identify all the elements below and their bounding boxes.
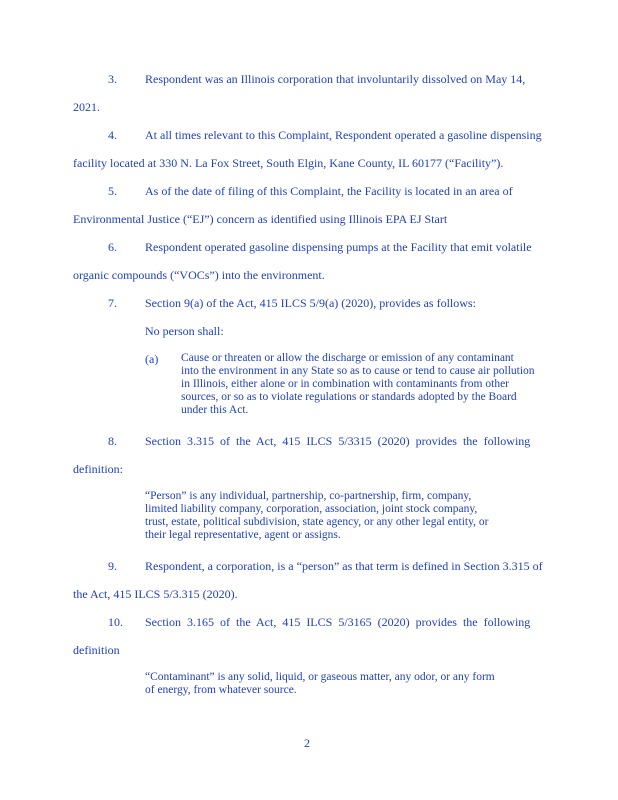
- paragraph-text: definition: [73, 643, 120, 657]
- paragraph-number: 7.: [108, 296, 117, 310]
- paragraph-number: 5.: [108, 184, 117, 198]
- paragraph-text: Respondent was an Illinois corporation that involuntarily dissolved on May 14,: [145, 72, 526, 86]
- paragraph-number: 8.: [108, 434, 117, 448]
- paragraph-text: Section 9(a) of the Act, 415 ILCS 5/9(a) (2020), provides as follows:: [145, 296, 476, 310]
- paragraph-number: 6.: [108, 240, 117, 254]
- quote-line: in Illinois, either alone or in combination with contaminants from other: [181, 378, 509, 390]
- statute-quote: [181, 352, 535, 417]
- quote-line: Cause or threaten or allow the discharge or emission of any contaminant: [181, 352, 514, 364]
- no-person-heading: No person shall:: [145, 324, 224, 338]
- quote-line: “Person” is any individual, partnership, co-partnership, firm, company,: [145, 490, 472, 502]
- person-definition: [145, 490, 488, 542]
- paragraph-text: Respondent, a corporation, is a “person” as that term is defined in Section 3.315 of: [145, 559, 543, 573]
- paragraph-text: definition:: [73, 462, 123, 476]
- contaminant-definition: [145, 671, 495, 697]
- paragraph-text: the Act, 415 ILCS 5/3.315 (2020).: [73, 587, 238, 601]
- quote-line: sources, or so as to violate regulations or standards adopted by the Board: [181, 391, 517, 403]
- quote-line: “Contaminant” is any solid, liquid, or gaseous matter, any odor, or any form: [145, 671, 495, 683]
- quote-line: limited liability company, corporation, association, joint stock company,: [145, 503, 478, 515]
- quote-line: of energy, from whatever source.: [145, 684, 297, 696]
- paragraph-text: organic compounds (“VOCs”) into the environment.: [73, 268, 325, 282]
- paragraph-text: Environmental Justice (“EJ”) concern as identified using Illinois EPA EJ Start: [73, 212, 448, 226]
- paragraph-text: Section 3.315 of the Act, 415 ILCS 5/3315 (2020) provides the following: [145, 434, 531, 448]
- paragraph-number: 9.: [108, 559, 117, 573]
- quote-line: trust, estate, political subdivision, state agency, or any other legal entity, or: [145, 516, 489, 528]
- quote-line: into the environment in any State so as to cause or tend to cause air pollution: [181, 365, 535, 377]
- paragraph-text: At all times relevant to this Complaint, Respondent operated a gasoline dispensing: [145, 128, 542, 142]
- paragraph-text: As of the date of filing of this Complaint, the Facility is located in an area of: [145, 184, 513, 198]
- paragraph-text: Respondent operated gasoline dispensing pumps at the Facility that emit volatile: [145, 240, 532, 254]
- paragraph-text: Section 3.165 of the Act, 415 ILCS 5/3165 (2020) provides the following: [145, 615, 531, 629]
- paragraph-number: 10.: [108, 615, 123, 629]
- paragraph-text: facility located at 330 N. La Fox Street, South Elgin, Kane County, IL 60177 (“Facility”).: [73, 156, 504, 170]
- paragraph-text: 2021.: [73, 100, 100, 114]
- paragraph-number: 3.: [108, 72, 117, 86]
- page-number: 2: [304, 736, 310, 750]
- paragraph-number: 4.: [108, 128, 117, 142]
- quote-line: under this Act.: [181, 404, 249, 416]
- item-label: (a): [145, 352, 159, 366]
- quote-line: their legal representative, agent or assigns.: [145, 529, 341, 541]
